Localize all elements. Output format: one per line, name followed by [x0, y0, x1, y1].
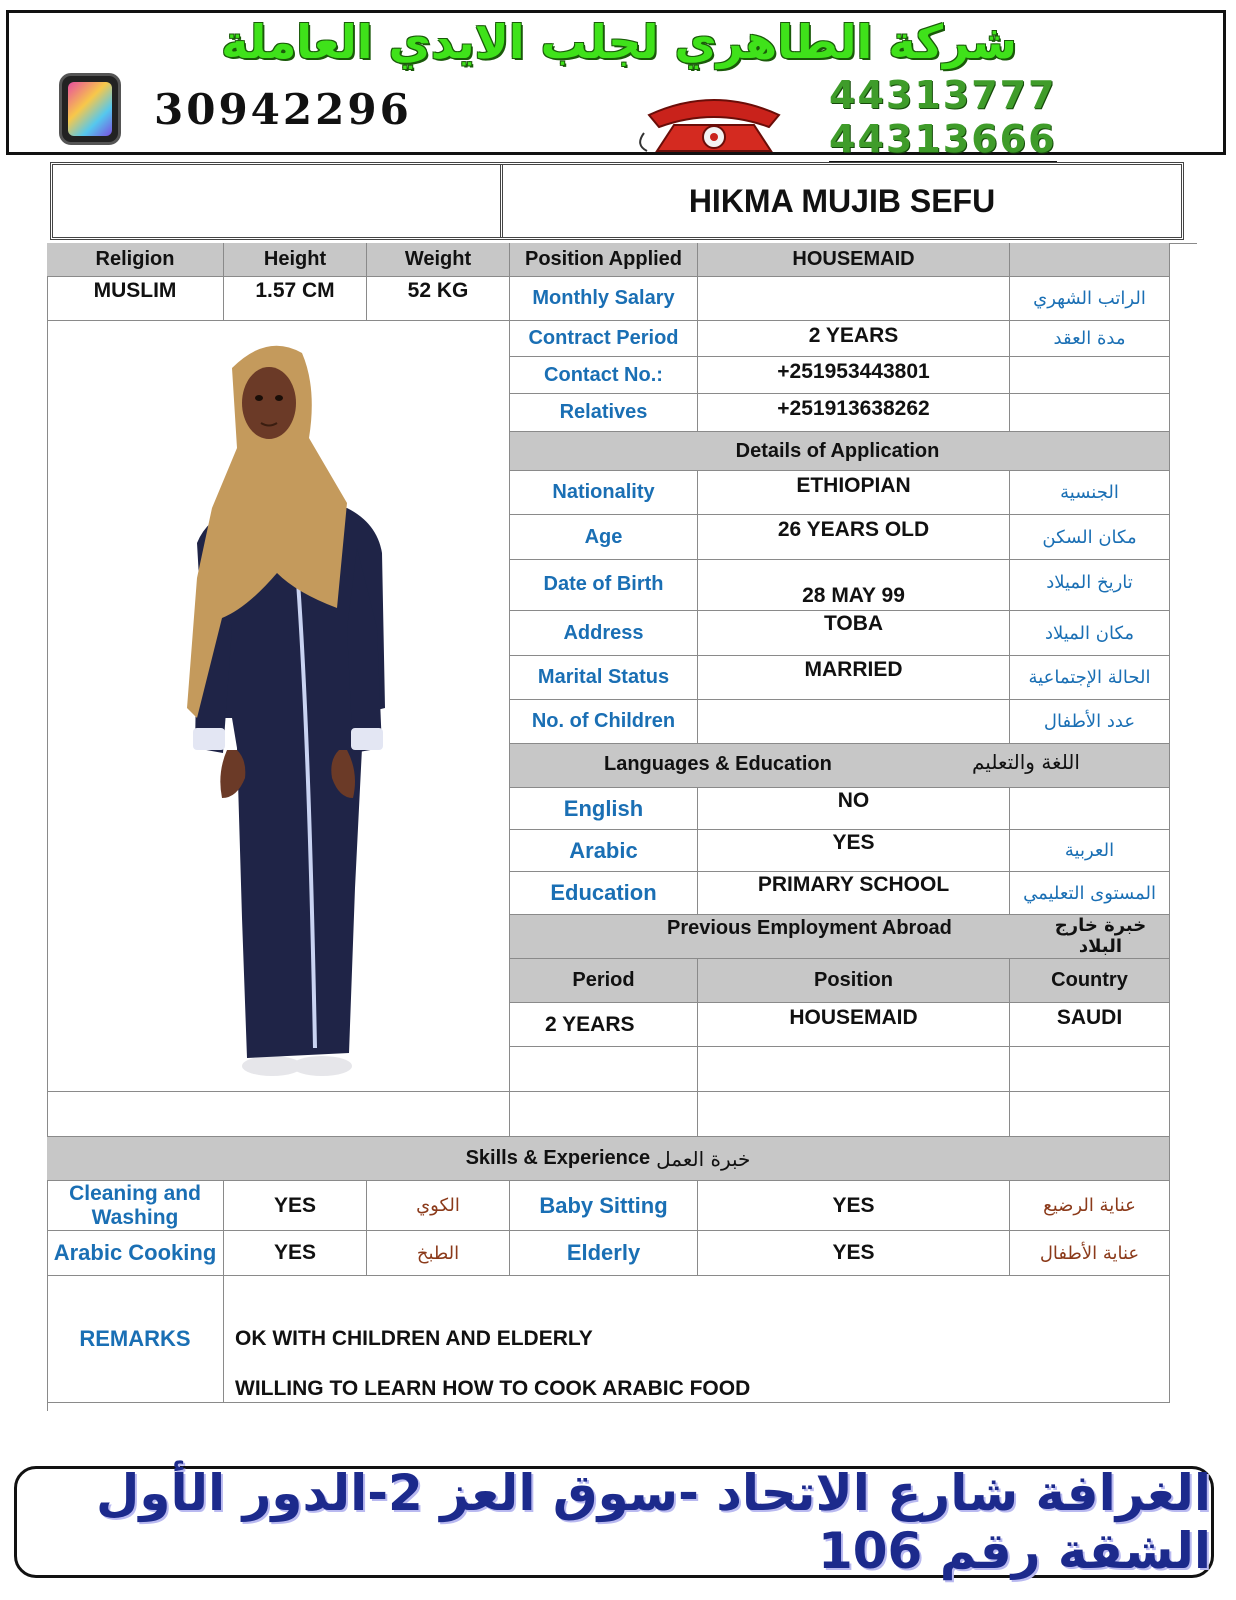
position-empty — [1010, 243, 1170, 277]
address-label: Address — [510, 611, 698, 656]
phone-numbers — [829, 73, 1057, 163]
company-name: شركة الطاهري لجلب الايدي العاملة — [221, 15, 1017, 69]
elderly-label: Elderly — [510, 1231, 698, 1276]
dob-value: 28 MAY 99 — [698, 560, 1010, 611]
height-header: Height — [224, 243, 367, 277]
mobile-number: 30942296 — [154, 85, 412, 134]
contract-period-label: Contract Period — [510, 321, 698, 357]
babysitting-ar: عناية الرضيع — [1010, 1181, 1170, 1231]
languages-title: Languages & Education — [604, 753, 832, 775]
employment-empty-cell — [1010, 1047, 1170, 1092]
relatives-label: Relatives — [510, 394, 698, 432]
age-ar: مكان السكن — [1010, 515, 1170, 560]
height-value: 1.57 CM — [224, 277, 367, 321]
footer-address: الغرافة شارع الاتحاد -سوق العز 2-الدور الأول الشقة رقم 106 — [96, 1464, 1211, 1580]
cleaning-ar: الكوي — [367, 1181, 510, 1231]
education-label: Education — [510, 872, 698, 915]
nationality-label: Nationality — [510, 471, 698, 515]
address-value: TOBA — [698, 611, 1010, 656]
skills-title: Skills & Experience — [465, 1147, 651, 1169]
employment-period: 2 YEARS — [510, 1003, 698, 1047]
telephone-icon — [639, 93, 789, 153]
remarks-line-1: OK WITH CHILDREN AND ELDERLY — [235, 1327, 593, 1350]
employment-col-position: Position — [698, 959, 1010, 1003]
employment-col-period: Period — [510, 959, 698, 1003]
contract-period-ar: مدة العقد — [1010, 321, 1170, 357]
languages-title-ar: اللغة والتعليم — [972, 750, 1080, 774]
candidate-photo — [47, 328, 521, 1118]
contract-period-value: 2 YEARS — [698, 321, 1010, 357]
relatives-empty — [1010, 394, 1170, 432]
skills-title-ar: خبرة العمل — [656, 1146, 751, 1171]
relatives-value: +251913638262 — [698, 394, 1010, 432]
weight-value: 52 KG — [367, 277, 510, 321]
dob-ar: تاريخ الميلاد — [1010, 560, 1170, 611]
babysitting-value: YES — [698, 1181, 1010, 1231]
details-title-text: Details of Application — [735, 439, 940, 462]
details-section-title — [510, 432, 1170, 471]
employment-col-country: Country — [1010, 959, 1170, 1003]
employment-empty-cell — [510, 1047, 698, 1092]
employment-empty-cell — [1010, 1092, 1170, 1137]
monthly-salary-label: Monthly Salary — [510, 277, 698, 321]
arabic-label: Arabic — [510, 830, 698, 872]
mobile-phone-icon — [59, 73, 121, 145]
phone-number-2: 44313666 — [829, 117, 1057, 161]
employment-empty-cell — [510, 1092, 698, 1137]
monthly-salary-value — [698, 277, 1010, 321]
employment-country: SAUDI — [1010, 1003, 1170, 1047]
employment-position: HOUSEMAID — [698, 1003, 1010, 1047]
marital-label: Marital Status — [510, 656, 698, 700]
arabic-value: YES — [698, 830, 1010, 872]
languages-section-header — [510, 744, 1170, 788]
employment-title: Previous Employment Abroad — [667, 917, 952, 939]
footer-address-box — [14, 1466, 1214, 1578]
english-value: NO — [698, 788, 1010, 830]
employment-empty-cell — [698, 1092, 1010, 1137]
employment-empty-cell — [698, 1047, 1010, 1092]
name-row — [50, 162, 1184, 240]
dob-label: Date of Birth — [510, 560, 698, 611]
children-value — [698, 700, 1010, 744]
age-label: Age — [510, 515, 698, 560]
contact-label: Contact No.: — [510, 357, 698, 394]
position-applied-value: HOUSEMAID — [698, 243, 1010, 277]
elderly-ar: عناية الأطفال — [1010, 1231, 1170, 1276]
babysitting-label: Baby Sitting — [510, 1181, 698, 1231]
elderly-value: YES — [698, 1231, 1010, 1276]
cooking-label: Arabic Cooking — [47, 1231, 224, 1276]
employment-section-header — [510, 915, 1170, 959]
cleaning-value: YES — [224, 1181, 367, 1231]
remarks-label: REMARKS — [47, 1276, 224, 1403]
employment-title-ar: خبرة خارج البلاد — [1054, 915, 1147, 957]
nationality-value: ETHIOPIAN — [698, 471, 1010, 515]
religion-header: Religion — [47, 243, 224, 277]
header-banner — [6, 10, 1226, 161]
education-value: PRIMARY SCHOOL — [698, 872, 1010, 915]
monthly-salary-ar: الراتب الشهري — [1010, 277, 1170, 321]
cooking-value: YES — [224, 1231, 367, 1276]
religion-value: MUSLIM — [47, 277, 224, 321]
children-label: No. of Children — [510, 700, 698, 744]
skills-section-header — [47, 1137, 1170, 1181]
age-value: 26 YEARS OLD — [698, 515, 1010, 560]
contact-empty — [1010, 357, 1170, 394]
nationality-ar: الجنسية — [1010, 471, 1170, 515]
reference-box — [53, 165, 503, 237]
weight-header: Weight — [367, 243, 510, 277]
address-ar: مكان الميلاد — [1010, 611, 1170, 656]
arabic-ar: العربية — [1010, 830, 1170, 872]
cleaning-label: Cleaning and Washing — [47, 1181, 224, 1231]
english-empty — [1010, 788, 1170, 830]
marital-value: MARRIED — [698, 656, 1010, 700]
contact-value: +251953443801 — [698, 357, 1010, 394]
phone-number-1: 44313777 — [829, 73, 1057, 117]
position-applied-label: Position Applied — [510, 243, 698, 277]
remarks-body — [224, 1276, 1170, 1403]
english-label: English — [510, 788, 698, 830]
marital-ar: الحالة الإجتماعية — [1010, 656, 1170, 700]
children-ar: عدد الأطفال — [1010, 700, 1170, 744]
remarks-line-2: WILLING TO LEARN HOW TO COOK ARABIC FOOD — [235, 1377, 751, 1400]
cooking-ar: الطبخ — [367, 1231, 510, 1276]
candidate-name: HIKMA MUJIB SEFU — [688, 182, 996, 219]
education-ar: المستوى التعليمي — [1010, 872, 1170, 915]
